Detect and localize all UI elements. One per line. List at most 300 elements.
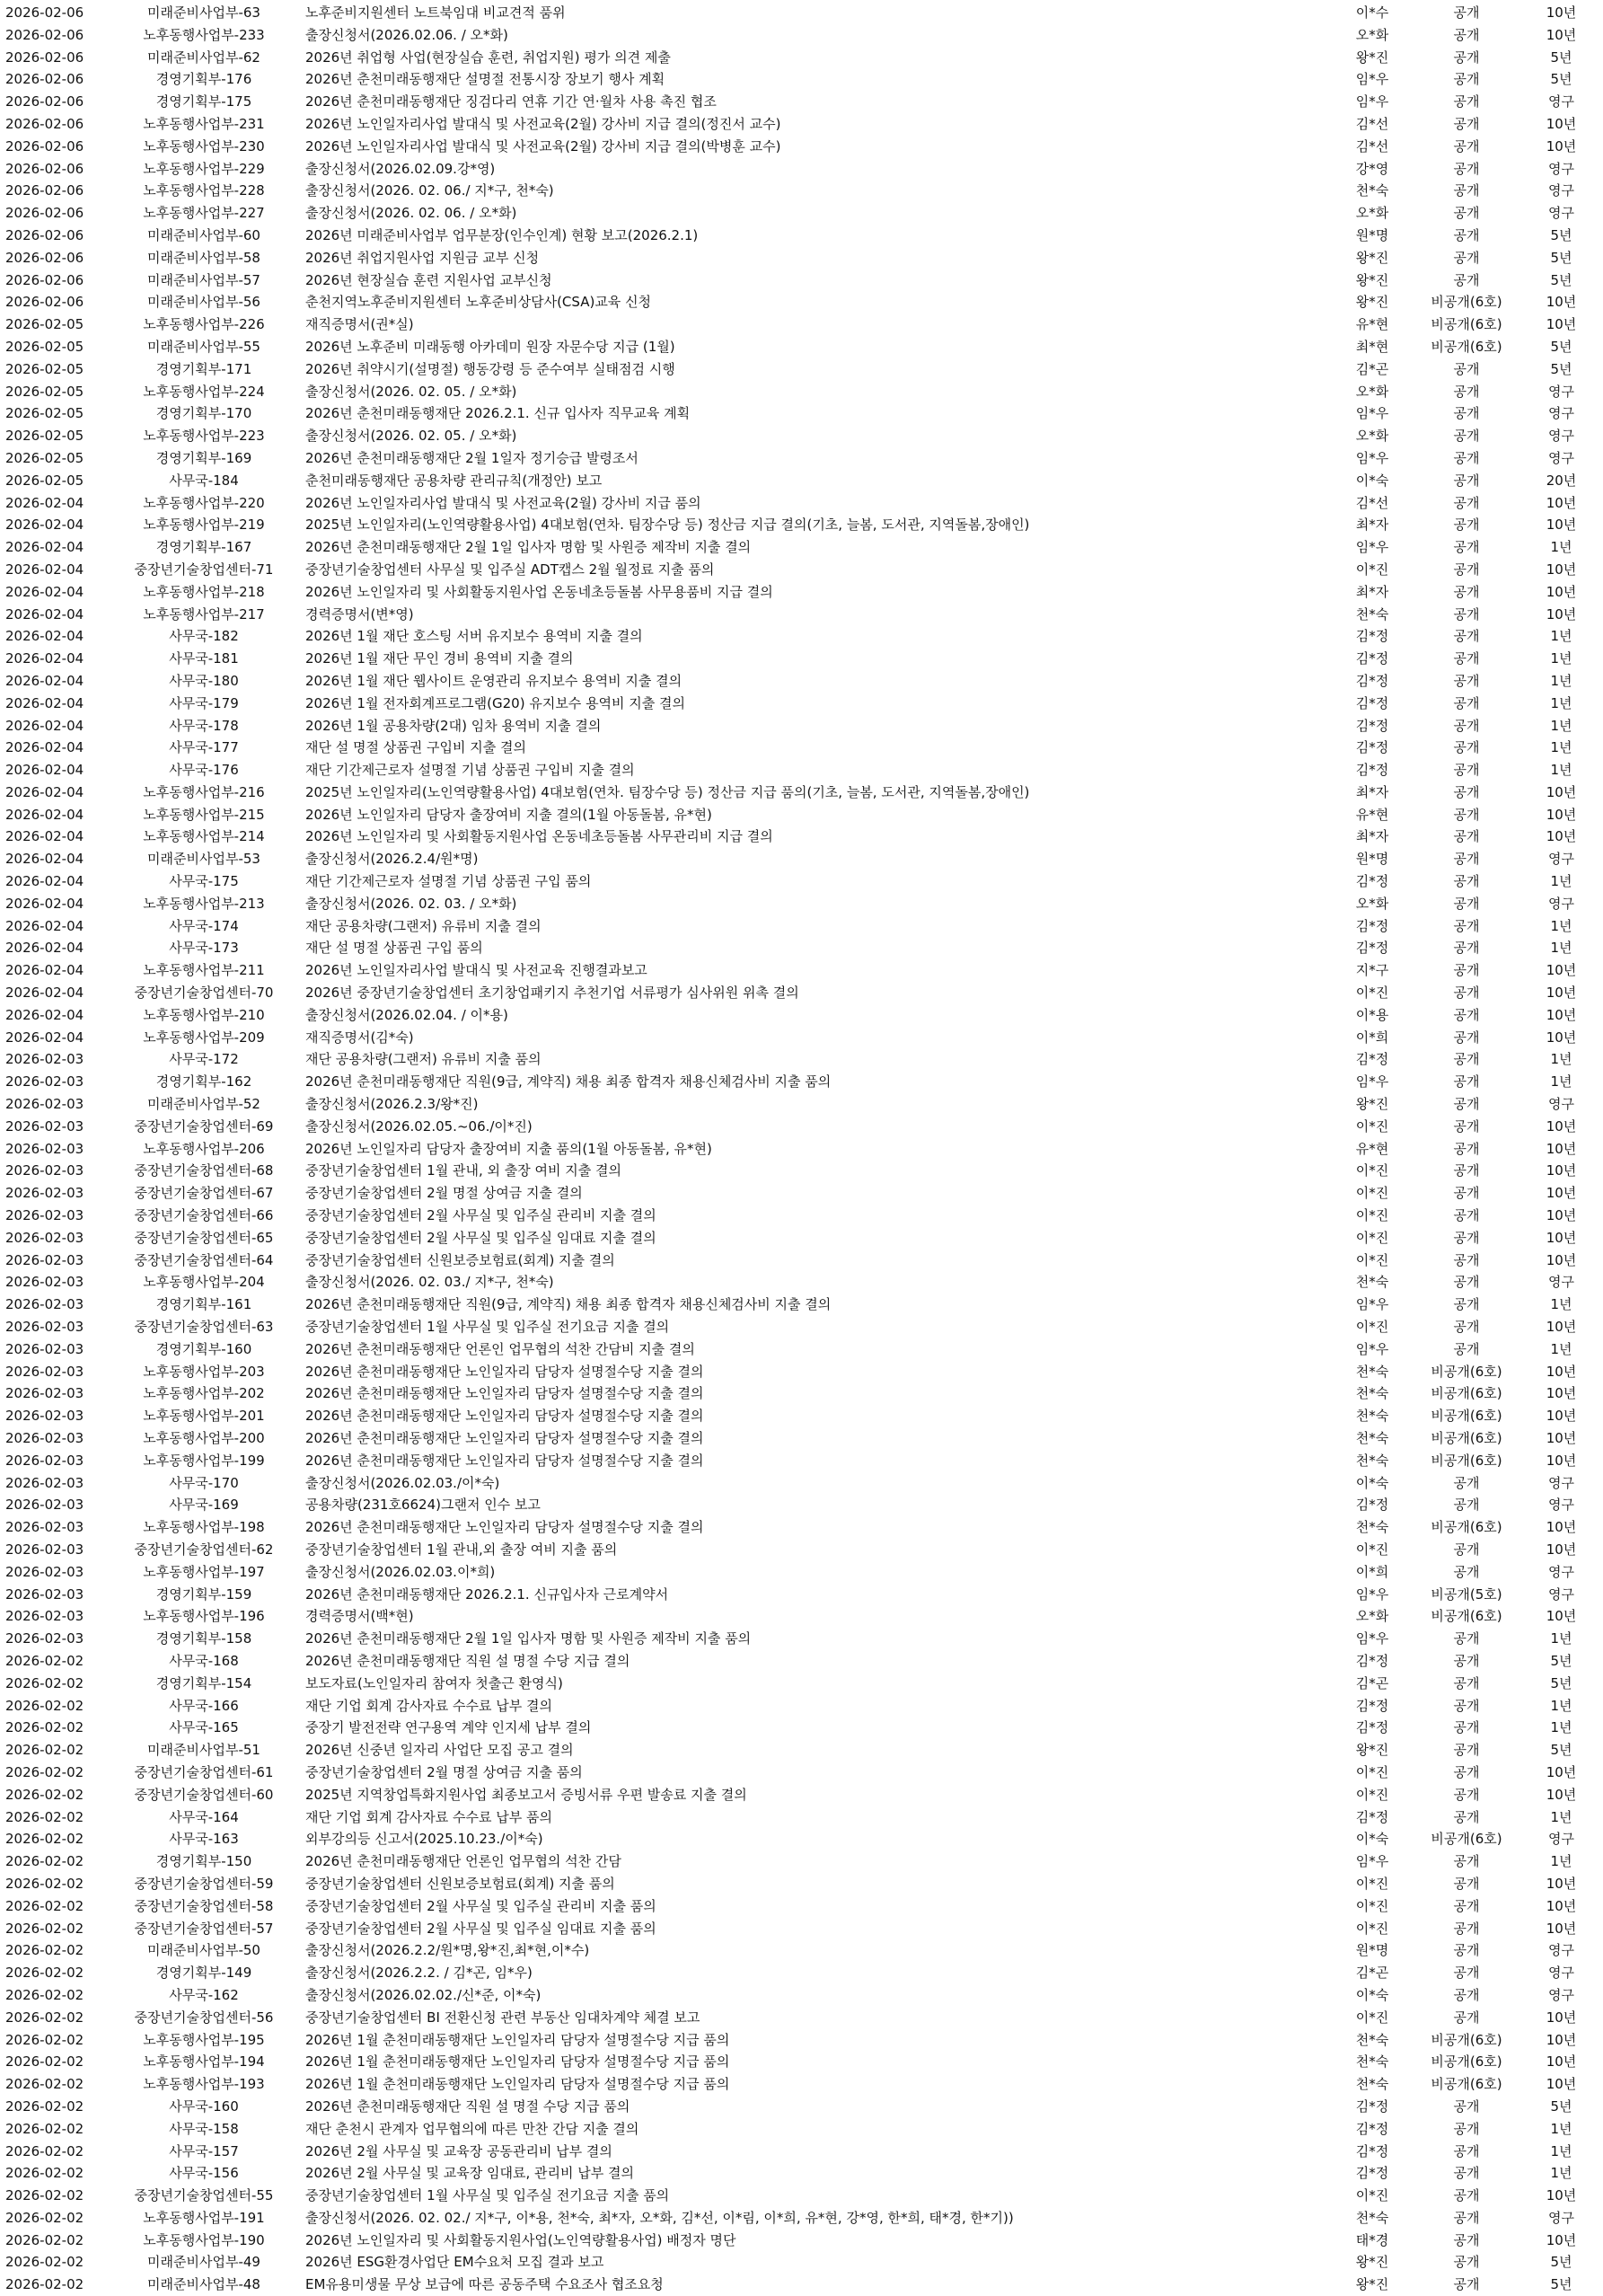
retention-cell: 10년 [1546, 1608, 1577, 1625]
table-row [0, 2251, 1603, 2274]
dept-doc-number-cell: 중장년기술창업센터-55 [134, 2187, 274, 2204]
date-cell: 2026-02-03 [5, 1117, 84, 1135]
date-cell: 2026-02-03 [5, 1340, 84, 1357]
dept-doc-number-cell: 중장년기술창업센터-63 [134, 1319, 274, 1336]
dept-doc-number-cell: 노후동행사업부-224 [143, 383, 265, 400]
dept-doc-number-cell: 경영기획부-167 [155, 539, 252, 556]
table-row [0, 158, 1603, 181]
date-cell: 2026-02-04 [5, 828, 84, 845]
date-cell: 2026-02-02 [5, 1897, 84, 1914]
date-cell: 2026-02-03 [5, 1096, 84, 1113]
title-cell: 재단 공용차량(그랜저) 유류비 지출 결의 [305, 917, 542, 934]
disclosure-cell: 공개 [1453, 1965, 1480, 1982]
title-cell: 중장년기술창업센터 2월 명절 상여금 지출 품의 [305, 1763, 583, 1780]
title-cell: 출장신청서(2026. 02. 06. / 오*화) [305, 205, 517, 222]
title-cell: 중장년기술창업센터 1월 사무실 및 입주실 전기요금 지출 품의 [305, 2187, 670, 2204]
title-cell: 중장년기술창업센터 1월 관내,외 출장 여비 지출 품의 [305, 1541, 618, 1558]
date-cell: 2026-02-02 [5, 1986, 84, 2003]
title-cell: 출장신청서(2026.2.3/왕*진) [305, 1096, 479, 1113]
writer-cell: 김*정 [1355, 1652, 1389, 1669]
disclosure-cell: 공개 [1453, 428, 1480, 445]
title-cell: 출장신청서(2026.02.03./이*숙) [305, 1474, 500, 1491]
date-cell: 2026-02-05 [5, 449, 84, 466]
retention-cell: 영구 [1548, 428, 1574, 445]
disclosure-cell: 공개 [1453, 93, 1480, 110]
table-row [0, 1873, 1603, 1895]
date-cell: 2026-02-04 [5, 1006, 84, 1023]
writer-cell: 임*우 [1355, 405, 1389, 422]
title-cell: 2025년 노인일자리(노인역량활용사업) 4대보험(연차. 팀장수당 등) 정산금 지급 품의(기초, 늘봄, 도서관, 지역돌봄,장애인) [305, 783, 1030, 800]
dept-doc-number-cell: 사무국-170 [169, 1474, 239, 1491]
dept-doc-number-cell: 미래준비사업부-55 [147, 338, 260, 355]
title-cell: 2026년 춘천미래동행재단 노인일자리 담당자 설명절수당 지출 결의 [305, 1452, 704, 1469]
writer-cell: 김*정 [1355, 762, 1389, 779]
title-cell: 2026년 춘천미래동행재단 노인일자리 담당자 설명절수당 지출 결의 [305, 1430, 704, 1446]
title-cell: 2026년 미래준비사업부 업무분장(인수인계) 현황 보고(2026.2.1) [305, 226, 699, 243]
table-row [0, 1338, 1603, 1361]
dept-doc-number-cell: 노후동행사업부-217 [143, 605, 265, 623]
disclosure-cell: 공개 [1453, 160, 1480, 177]
disclosure-cell: 비공개(6호) [1431, 1519, 1502, 1536]
dept-doc-number-cell: 경영기획부-159 [155, 1585, 252, 1603]
date-cell: 2026-02-06 [5, 49, 84, 66]
table-row [0, 1316, 1603, 1338]
retention-cell: 1년 [1550, 694, 1572, 711]
title-cell: 2026년 춘천미래동행재단 노인일자리 담당자 설명절수당 지출 결의 [305, 1519, 704, 1536]
title-cell: 2026년 춘천미래동행재단 직원(9급, 계약직) 채용 최종 합격자 채용신체검사비 지출 결의 [305, 1296, 832, 1313]
date-cell: 2026-02-06 [5, 137, 84, 155]
writer-cell: 원*명 [1355, 851, 1389, 868]
writer-cell: 이*수 [1355, 4, 1389, 21]
retention-cell: 1년 [1550, 1853, 1572, 1870]
table-row [0, 1048, 1603, 1071]
writer-cell: 이*진 [1355, 1229, 1389, 1246]
date-cell: 2026-02-04 [5, 694, 84, 711]
retention-cell: 영구 [1548, 205, 1574, 222]
table-row [0, 893, 1603, 915]
table-row [0, 470, 1603, 492]
retention-cell: 1년 [1550, 717, 1572, 734]
dept-doc-number-cell: 노후동행사업부-195 [143, 2031, 265, 2048]
date-cell: 2026-02-03 [5, 1274, 84, 1291]
title-cell: 외부강의등 신고서(2025.10.23./이*숙) [305, 1831, 543, 1848]
retention-cell: 영구 [1548, 383, 1574, 400]
title-cell: 2026년 춘천미래동행재단 언론인 업무협의 석찬 간담비 지출 결의 [305, 1340, 695, 1357]
date-cell: 2026-02-03 [5, 1541, 84, 1558]
title-cell: 출장신청서(2026.02.06. / 오*화) [305, 26, 508, 43]
writer-cell: 임*우 [1355, 1340, 1389, 1357]
dept-doc-number-cell: 중장년기술창업센터-62 [134, 1541, 274, 1558]
title-cell: 재단 기간제근로자 설명절 기념 상품권 구입비 지출 결의 [305, 762, 635, 779]
disclosure-cell: 공개 [1453, 1006, 1480, 1023]
retention-cell: 10년 [1546, 1897, 1577, 1914]
title-cell: 2026년 2월 사무실 및 교육장 임대료, 관리비 납부 결의 [305, 2165, 634, 2182]
table-row [0, 559, 1603, 581]
retention-cell: 5년 [1550, 1674, 1572, 1691]
table-row [0, 1784, 1603, 1806]
writer-cell: 이*진 [1355, 1786, 1389, 1803]
disclosure-cell: 비공개(6호) [1431, 1363, 1502, 1380]
disclosure-cell: 공개 [1453, 1185, 1480, 1202]
title-cell: 2026년 춘천미래동행재단 설명절 전통시장 장보기 행사 계획 [305, 71, 665, 88]
writer-cell: 이*숙 [1355, 1986, 1389, 2003]
table-row [0, 1450, 1603, 1472]
title-cell: 2026년 춘천미래동행재단 징검다리 연휴 기간 연·월차 사용 촉진 협조 [305, 93, 717, 110]
title-cell: 출장신청서(2026. 02. 02./ 지*구, 이*용, 천*숙, 최*자, 오*화, 김*선, 이*림, 이*희, 유*현, 강*영, 한*희, 태*경, 한*기)) [305, 2209, 1014, 2226]
table-row [0, 336, 1603, 358]
table-row [0, 180, 1603, 202]
disclosure-cell: 공개 [1453, 539, 1480, 556]
dept-doc-number-cell: 경영기획부-171 [155, 360, 252, 377]
retention-cell: 10년 [1546, 806, 1577, 823]
table-row [0, 1361, 1603, 1383]
disclosure-cell: 공개 [1453, 226, 1480, 243]
disclosure-cell: 공개 [1453, 583, 1480, 600]
dept-doc-number-cell: 노후동행사업부-227 [143, 205, 265, 222]
table-row [0, 693, 1603, 715]
retention-cell: 영구 [1548, 1965, 1574, 1982]
writer-cell: 이*진 [1355, 1541, 1389, 1558]
disclosure-cell: 공개 [1453, 2009, 1480, 2026]
dept-doc-number-cell: 노후동행사업부-233 [143, 26, 265, 43]
title-cell: 2026년 춘천미래동행재단 2026.2.1. 신규 입사자 직무교육 계획 [305, 405, 691, 422]
table-row [0, 68, 1603, 91]
date-cell: 2026-02-04 [5, 717, 84, 734]
title-cell: 출장신청서(2026. 02. 05. / 오*화) [305, 428, 517, 445]
disclosure-cell: 공개 [1453, 694, 1480, 711]
date-cell: 2026-02-06 [5, 249, 84, 266]
retention-cell: 1년 [1550, 1340, 1572, 1357]
disclosure-cell: 비공개(6호) [1431, 1385, 1502, 1402]
dept-doc-number-cell: 경영기획부-169 [155, 449, 252, 466]
disclosure-cell: 공개 [1453, 449, 1480, 466]
title-cell: 2026년 1월 재단 무인 경비 용역비 지출 결의 [305, 650, 574, 667]
title-cell: 2026년 노인일자리사업 발대식 및 사전교육(2월) 강사비 지급 품의 [305, 494, 701, 511]
dept-doc-number-cell: 중장년기술창업센터-58 [134, 1897, 274, 1914]
date-cell: 2026-02-03 [5, 1162, 84, 1179]
date-cell: 2026-02-04 [5, 672, 84, 689]
date-cell: 2026-02-05 [5, 405, 84, 422]
writer-cell: 김*정 [1355, 739, 1389, 756]
date-cell: 2026-02-05 [5, 338, 84, 355]
dept-doc-number-cell: 사무국-176 [169, 762, 239, 779]
dept-doc-number-cell: 미래준비사업부-63 [147, 4, 260, 21]
table-row [0, 1427, 1603, 1450]
table-row [0, 870, 1603, 893]
date-cell: 2026-02-03 [5, 1563, 84, 1580]
disclosure-cell: 비공개(6호) [1431, 2031, 1502, 2048]
writer-cell: 임*우 [1355, 1853, 1389, 1870]
table-row [0, 47, 1603, 69]
title-cell: 2026년 1월 공용차량(2대) 임차 용역비 지출 결의 [305, 717, 602, 734]
title-cell: 2026년 노인일자리사업 발대식 및 사전교육(2월) 강사비 지급 결의(정진서 교수) [305, 115, 781, 132]
title-cell: 춘천미래동행재단 공용차량 관리규칙(개정안) 보고 [305, 472, 603, 489]
disclosure-cell: 공개 [1453, 1652, 1480, 1669]
dept-doc-number-cell: 노후동행사업부-198 [143, 1519, 265, 1536]
dept-doc-number-cell: 사무국-160 [169, 2097, 239, 2115]
table-row [0, 1494, 1603, 1516]
table-row [0, 1561, 1603, 1584]
table-row [0, 1717, 1603, 1739]
disclosure-cell: 공개 [1453, 2276, 1480, 2293]
table-row [0, 1227, 1603, 1250]
title-cell: 2026년 노인일자리사업 발대식 및 사전교육 진행결과보고 [305, 962, 647, 979]
dept-doc-number-cell: 사무국-184 [169, 472, 239, 489]
dept-doc-number-cell: 사무국-158 [169, 2120, 239, 2137]
table-row [0, 1205, 1603, 1227]
disclosure-cell: 공개 [1453, 1763, 1480, 1780]
dept-doc-number-cell: 사무국-164 [169, 1808, 239, 1825]
title-cell: 2026년 노인일자리 및 사회활동지원사업 온동네초등돌봄 사무관리비 지급 결의 [305, 828, 773, 845]
table-row [0, 269, 1603, 292]
dept-doc-number-cell: 미래준비사업부-50 [147, 1942, 260, 1959]
dept-doc-number-cell: 사무국-175 [169, 873, 239, 890]
date-cell: 2026-02-06 [5, 4, 84, 21]
title-cell: 2026년 춘천미래동행재단 2월 1일자 정기승급 발령조서 [305, 449, 639, 466]
table-row [0, 2162, 1603, 2185]
dept-doc-number-cell: 경영기획부-161 [155, 1296, 252, 1313]
dept-doc-number-cell: 노후동행사업부-210 [143, 1006, 265, 1023]
title-cell: 재직증명서(김*숙) [305, 1029, 414, 1046]
retention-cell: 5년 [1550, 338, 1572, 355]
date-cell: 2026-02-06 [5, 205, 84, 222]
writer-cell: 이*진 [1355, 2187, 1389, 2204]
disclosure-cell: 공개 [1453, 2187, 1480, 2204]
writer-cell: 최*자 [1355, 583, 1389, 600]
title-cell: 보도자료(노인일자리 참여자 첫출근 환영식) [305, 1674, 563, 1691]
date-cell: 2026-02-04 [5, 985, 84, 1002]
dept-doc-number-cell: 노후동행사업부-231 [143, 115, 265, 132]
date-cell: 2026-02-03 [5, 1585, 84, 1603]
dept-doc-number-cell: 경영기획부-162 [155, 1073, 252, 1091]
writer-cell: 천*숙 [1355, 2031, 1389, 2048]
date-cell: 2026-02-03 [5, 1319, 84, 1336]
writer-cell: 천*숙 [1355, 1385, 1389, 1402]
retention-cell: 1년 [1550, 1719, 1572, 1736]
writer-cell: 임*우 [1355, 1073, 1389, 1091]
table-row [0, 1605, 1603, 1628]
table-row [0, 91, 1603, 113]
table-row [0, 937, 1603, 959]
dept-doc-number-cell: 중장년기술창업센터-70 [134, 985, 274, 1002]
title-cell: 2026년 1월 전자회계프로그램(G20) 유지보수 용역비 지출 결의 [305, 694, 686, 711]
writer-cell: 이*진 [1355, 1763, 1389, 1780]
table-row [0, 1027, 1603, 1049]
disclosure-cell: 공개 [1453, 1162, 1480, 1179]
title-cell: 2026년 신중년 일자리 사업단 모집 공고 결의 [305, 1742, 574, 1759]
retention-cell: 10년 [1546, 2031, 1577, 2048]
title-cell: 중장기 발전전략 연구용역 계약 인지세 납부 결의 [305, 1719, 592, 1736]
table-row [0, 804, 1603, 826]
table-row [0, 2096, 1603, 2118]
title-cell: 2026년 취약시기(설명절) 행동강령 등 준수여부 실태점검 시행 [305, 360, 675, 377]
writer-cell: 이*희 [1355, 1029, 1389, 1046]
writer-cell: 최*자 [1355, 517, 1389, 534]
writer-cell: 왕*진 [1355, 1742, 1389, 1759]
retention-cell: 10년 [1546, 1786, 1577, 1803]
retention-cell: 1년 [1550, 873, 1572, 890]
dept-doc-number-cell: 사무국-172 [169, 1051, 239, 1068]
retention-cell: 1년 [1550, 2165, 1572, 2182]
disclosure-cell: 비공개(6호) [1431, 1452, 1502, 1469]
date-cell: 2026-02-04 [5, 1029, 84, 1046]
date-cell: 2026-02-02 [5, 1831, 84, 1848]
disclosure-cell: 공개 [1453, 1207, 1480, 1224]
writer-cell: 이*진 [1355, 1162, 1389, 1179]
table-row [0, 381, 1603, 403]
writer-cell: 왕*진 [1355, 2276, 1389, 2293]
table-row [0, 2118, 1603, 2141]
retention-cell: 영구 [1548, 1096, 1574, 1113]
table-row [0, 670, 1603, 693]
disclosure-cell: 공개 [1453, 1742, 1480, 1759]
retention-cell: 1년 [1550, 739, 1572, 756]
date-cell: 2026-02-06 [5, 226, 84, 243]
retention-cell: 10년 [1546, 1319, 1577, 1336]
retention-cell: 10년 [1546, 2076, 1577, 2093]
writer-cell: 왕*진 [1355, 294, 1389, 311]
table-row [0, 1382, 1603, 1405]
writer-cell: 이*숙 [1355, 1474, 1389, 1491]
disclosure-cell: 공개 [1453, 873, 1480, 890]
retention-cell: 10년 [1546, 605, 1577, 623]
dept-doc-number-cell: 미래준비사업부-52 [147, 1096, 260, 1113]
writer-cell: 임*우 [1355, 93, 1389, 110]
retention-cell: 5년 [1550, 2254, 1572, 2271]
writer-cell: 김*정 [1355, 2142, 1389, 2159]
dept-doc-number-cell: 미래준비사업부-57 [147, 271, 260, 288]
date-cell: 2026-02-06 [5, 160, 84, 177]
retention-cell: 10년 [1546, 1185, 1577, 1202]
writer-cell: 이*진 [1355, 985, 1389, 1002]
writer-cell: 유*현 [1355, 1140, 1389, 1157]
date-cell: 2026-02-04 [5, 895, 84, 912]
retention-cell: 10년 [1546, 1408, 1577, 1425]
date-cell: 2026-02-02 [5, 2142, 84, 2159]
dept-doc-number-cell: 노후동행사업부-218 [143, 583, 265, 600]
dept-doc-number-cell: 사무국-179 [169, 694, 239, 711]
title-cell: 2026년 ESG환경사업단 EM수요처 모집 결과 보고 [305, 2254, 604, 2271]
disclosure-cell: 공개 [1453, 1073, 1480, 1091]
retention-cell: 10년 [1546, 1541, 1577, 1558]
title-cell: 2026년 노후준비 미래동행 아카데미 원장 자문수당 지급 (1월) [305, 338, 675, 355]
dept-doc-number-cell: 노후동행사업부-206 [143, 1140, 265, 1157]
dept-doc-number-cell: 중장년기술창업센터-64 [134, 1251, 274, 1268]
dept-doc-number-cell: 경영기획부-175 [155, 93, 252, 110]
retention-cell: 영구 [1548, 1585, 1574, 1603]
retention-cell: 10년 [1546, 1519, 1577, 1536]
table-row [0, 1160, 1603, 1182]
disclosure-cell: 공개 [1453, 1497, 1480, 1514]
disclosure-cell: 공개 [1453, 2209, 1480, 2226]
dept-doc-number-cell: 노후동행사업부-203 [143, 1363, 265, 1380]
dept-doc-number-cell: 노후동행사업부-201 [143, 1408, 265, 1425]
title-cell: 2026년 1월 춘천미래동행재단 노인일자리 담당자 설명절수당 지급 품의 [305, 2031, 730, 2048]
table-row [0, 492, 1603, 515]
retention-cell: 1년 [1550, 2120, 1572, 2137]
disclosure-cell: 공개 [1453, 1474, 1480, 1491]
date-cell: 2026-02-02 [5, 1853, 84, 1870]
table-row [0, 2, 1603, 24]
writer-cell: 이*진 [1355, 1185, 1389, 1202]
dept-doc-number-cell: 경영기획부-170 [155, 405, 252, 422]
retention-cell: 20년 [1546, 472, 1577, 489]
date-cell: 2026-02-02 [5, 2209, 84, 2226]
title-cell: 공용차량(231호6624)그랜저 인수 보고 [305, 1497, 541, 1514]
writer-cell: 오*화 [1355, 1608, 1389, 1625]
date-cell: 2026-02-02 [5, 1674, 84, 1691]
dept-doc-number-cell: 경영기획부-150 [155, 1853, 252, 1870]
date-cell: 2026-02-03 [5, 1497, 84, 1514]
title-cell: 출장신청서(2026. 02. 03. / 오*화) [305, 895, 517, 912]
date-cell: 2026-02-04 [5, 605, 84, 623]
retention-cell: 1년 [1550, 650, 1572, 667]
date-cell: 2026-02-05 [5, 316, 84, 333]
title-cell: 2026년 춘천미래동행재단 2026.2.1. 신규입사자 근로계약서 [305, 1585, 669, 1603]
table-row [0, 1650, 1603, 1673]
dept-doc-number-cell: 사무국-178 [169, 717, 239, 734]
title-cell: 2026년 노인일자리 및 사회활동지원사업(노인역량활용사업) 배정자 명단 [305, 2231, 736, 2248]
dept-doc-number-cell: 노후동행사업부-215 [143, 806, 265, 823]
date-cell: 2026-02-04 [5, 650, 84, 667]
date-cell: 2026-02-06 [5, 182, 84, 199]
title-cell: 재단 춘천시 관계자 업무협의에 따른 만찬 간담 지출 결의 [305, 2120, 639, 2137]
table-row [0, 759, 1603, 782]
writer-cell: 임*우 [1355, 1296, 1389, 1313]
dept-doc-number-cell: 노후동행사업부-219 [143, 517, 265, 534]
dept-doc-number-cell: 사무국-173 [169, 940, 239, 957]
dept-doc-number-cell: 사무국-156 [169, 2165, 239, 2182]
dept-doc-number-cell: 사무국-169 [169, 1497, 239, 1514]
title-cell: 중장년기술창업센터 2월 사무실 및 입주실 임대료 지출 결의 [305, 1229, 656, 1246]
disclosure-cell: 공개 [1453, 405, 1480, 422]
writer-cell: 임*우 [1355, 449, 1389, 466]
writer-cell: 천*숙 [1355, 605, 1389, 623]
writer-cell: 천*숙 [1355, 1408, 1389, 1425]
writer-cell: 이*진 [1355, 1251, 1389, 1268]
dept-doc-number-cell: 노후동행사업부-199 [143, 1452, 265, 1469]
disclosure-cell: 공개 [1453, 360, 1480, 377]
writer-cell: 이*진 [1355, 1875, 1389, 1892]
retention-cell: 1년 [1550, 1808, 1572, 1825]
dept-doc-number-cell: 사무국-174 [169, 917, 239, 934]
date-cell: 2026-02-04 [5, 962, 84, 979]
disclosure-cell: 공개 [1453, 2254, 1480, 2271]
table-row [0, 625, 1603, 648]
title-cell: 2026년 춘천미래동행재단 2월 1일 입사자 명함 및 사원증 제작비 지출 품의 [305, 1630, 752, 1647]
writer-cell: 김*정 [1355, 628, 1389, 645]
table-row [0, 1673, 1603, 1695]
retention-cell: 10년 [1546, 2231, 1577, 2248]
dept-doc-number-cell: 노후동행사업부-211 [143, 962, 265, 979]
disclosure-cell: 공개 [1453, 1117, 1480, 1135]
dept-doc-number-cell: 미래준비사업부-49 [147, 2254, 260, 2271]
title-cell: 2026년 춘천미래동행재단 직원 설 명절 수당 지급 품의 [305, 2097, 630, 2115]
retention-cell: 10년 [1546, 828, 1577, 845]
writer-cell: 천*숙 [1355, 182, 1389, 199]
retention-cell: 10년 [1546, 1363, 1577, 1380]
dept-doc-number-cell: 노후동행사업부-202 [143, 1385, 265, 1402]
disclosure-cell: 비공개(6호) [1431, 1430, 1502, 1446]
title-cell: 2025년 지역창업특화지원사업 최종보고서 증빙서류 우편 발송료 지출 결의 [305, 1786, 747, 1803]
table-row [0, 1918, 1603, 1940]
writer-cell: 이*진 [1355, 1207, 1389, 1224]
dept-doc-number-cell: 노후동행사업부-216 [143, 783, 265, 800]
disclosure-cell: 공개 [1453, 2120, 1480, 2137]
date-cell: 2026-02-06 [5, 115, 84, 132]
disclosure-cell: 비공개(6호) [1431, 1831, 1502, 1848]
disclosure-cell: 공개 [1453, 940, 1480, 957]
